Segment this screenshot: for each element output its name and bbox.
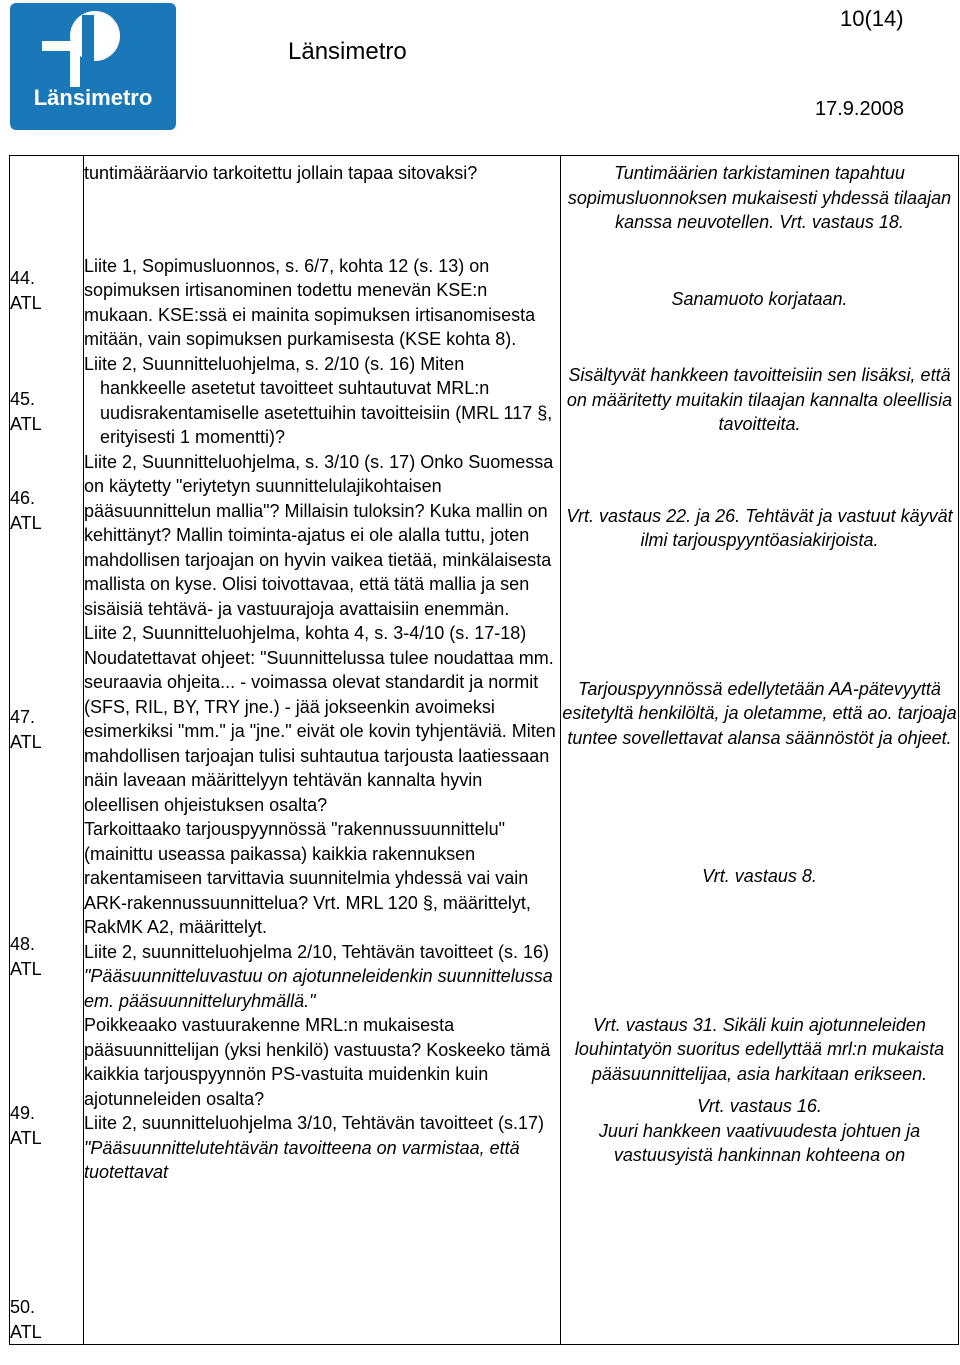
logo-bar xyxy=(42,41,82,51)
document-title: Länsimetro xyxy=(288,38,407,65)
logo-stem xyxy=(70,51,80,87)
answer-text: Sisältyvät hankkeen tavoitteisiin sen lisäksi, että on määritetty muitakin tilaajan kannalta oleellisia tavoitteita. xyxy=(566,365,953,434)
question-quote: "Pääsuunnittelutehtävän tavoitteena on varmistaa, että tuotettavat xyxy=(84,1137,520,1182)
logo-text: Länsimetro xyxy=(33,85,153,110)
lansimetro-logo xyxy=(10,3,176,130)
question-text: Liite 2, Suunnitteluohjelma, s. 3/10 (s. 17) Onko Suomessa on käytetty "eriytetyn suunnittelulajikohtaisen pääsuunnittelun mallia"? Millaisin tuloksin? Kuka mallin on kehittänyt? Mallin toiminta-ajatus ei ole alalla tuttu, joten mahdollisen tarjoajan on hyvin vaikea tietää, minkälaisesta mallista on kyse. Olisi toivottavaa, että tätä mallia ja sen sisäisiä tehtävä- ja vastuurajoja avattaisiin enemmän. xyxy=(84,451,554,619)
question-text: Liite 2, Suunnitteluohjelma, kohta 4, s. 3-4/10 (s. 17-18) Noudatettavat ohjeet: "Suunnittelussa tulee noudattaa mm. seuraavia ohjeita... - voimassa olevat standardit ja normit (SFS, RIL, BY, TRY jne.) - jää jokseenkin avoimeksi esimerkiksi "mm." ja "jne." eivät ole kovin tyhjentäviä. Miten mahdollisen tarjoajan tulisi suhtautua tarjousta laatiessaan näin laveaan määrittelyyn tehtävän kannalta hyvin oleellisen ohjeistuksen osalta? xyxy=(84,623,556,815)
answer-text: Tarjouspyynnössä edellytetään AA-pätevyyttä esitetyltä henkilöltä, ja oletamme, että ao. tarjoaja tuntee sovellettavat alansa säännöstöt ja ohjeet. xyxy=(562,678,957,748)
question-number: 45. xyxy=(10,389,36,409)
question-source: ATL xyxy=(10,512,42,533)
question-text: hankkeelle asetetut tavoitteet suhtautuvat MRL:n uudisrakentamiselle asetettuihin tavoitteisiin (MRL 117 §, erityisesti 1 momentti)? xyxy=(100,378,553,447)
answer-text: Vrt. vastaus 8. xyxy=(702,866,817,886)
question-number: 49. xyxy=(10,1103,36,1123)
qa-table xyxy=(9,155,959,1345)
answer-text: Vrt. vastaus 16. xyxy=(697,1096,822,1116)
question-source: ATL xyxy=(10,1127,42,1148)
question-number: 47. xyxy=(10,707,36,727)
logo-gap xyxy=(82,15,94,61)
question-source: ATL xyxy=(10,731,42,752)
document-date: 17.9.2008 xyxy=(815,98,904,120)
table-row xyxy=(10,156,959,1345)
question-text: Tarkoittaako tarjouspyynnössä "rakennussuunnittelu" (mainittu useassa paikassa) kaikkia rakennuksen rakentamiseen tarvittavia suunnitelmia yhdessä vai vain ARK-rakennussuunnittelua? Vrt. MRL 120 §, määrittelyt, RakMK A2, määrittelyt. xyxy=(84,819,531,937)
question-text: Liite 2, suunnitteluohjelma 3/10, Tehtävän tavoitteet (s.17) xyxy=(84,1113,544,1133)
answer-cell xyxy=(561,156,959,1345)
question-number: 46. xyxy=(10,488,36,508)
question-quote: "Pääsuunnitteluvastuu on ajotunneleidenkin suunnittelussa em. pääsuunnitteluryhmällä." xyxy=(84,966,553,1011)
answer-text: Vrt. vastaus 31. Sikäli kuin ajotunneleiden louhintatyön suoritus edellyttää mrl:n mukaista pääsuunnittelijaa, asia harkitaan erikseen. xyxy=(574,1014,945,1084)
answer-text: Tuntimäärien tarkistaminen tapahtuu sopimusluonnoksen mukaisesti yhdessä tilaajan kanssa neuvotellen. Vrt. vastaus 18. xyxy=(567,163,952,232)
question-text: Liite 2, suunnitteluohjelma 2/10, Tehtävän tavoitteet (s. 16) xyxy=(84,941,549,962)
question-source: ATL xyxy=(10,292,42,313)
answer-text: Sanamuoto korjataan. xyxy=(671,288,848,309)
page-number: 10(14) xyxy=(840,6,904,31)
question-number: 48. xyxy=(10,934,36,954)
answer-text: Juuri hankkeen vaativuudesta johtuen ja vastuusyistä hankinnan kohteena on xyxy=(598,1120,921,1165)
question-source: ATL xyxy=(10,1321,42,1342)
question-text: tuntimääräarvio tarkoitettu jollain tapaa sitovaksi? xyxy=(84,163,478,183)
question-text: Poikkeaako vastuurakenne MRL:n mukaisesta pääsuunnittelijan (yksi henkilö) vastuusta? Koskeeko tämä kaikkia tarjouspyynnön PS-vastuita muidenkin kuin ajotunneleiden osalta? xyxy=(84,1015,551,1109)
question-cell xyxy=(84,156,561,1345)
question-number: 50. xyxy=(10,1297,36,1317)
question-text: Liite 2, Suunnitteluohjelma, s. 2/10 (s. 16) Miten xyxy=(84,353,465,374)
question-number: 44. xyxy=(10,268,36,288)
question-number-cell xyxy=(10,156,84,1345)
question-source: ATL xyxy=(10,958,42,979)
question-source: ATL xyxy=(10,413,42,434)
answer-text: Vrt. vastaus 22. ja 26. Tehtävät ja vastuut käyvät ilmi tarjouspyyntöasiakirjoista. xyxy=(566,505,953,550)
question-text: Liite 1, Sopimusluonnos, s. 6/7, kohta 12 (s. 13) on sopimuksen irtisanominen todettu menevän KSE:n mukaan. KSE:ssä ei mainita sopimuksen irtisanomisesta mitään, vain sopimuksen purkamisesta (KSE kohta 8). xyxy=(84,255,536,349)
